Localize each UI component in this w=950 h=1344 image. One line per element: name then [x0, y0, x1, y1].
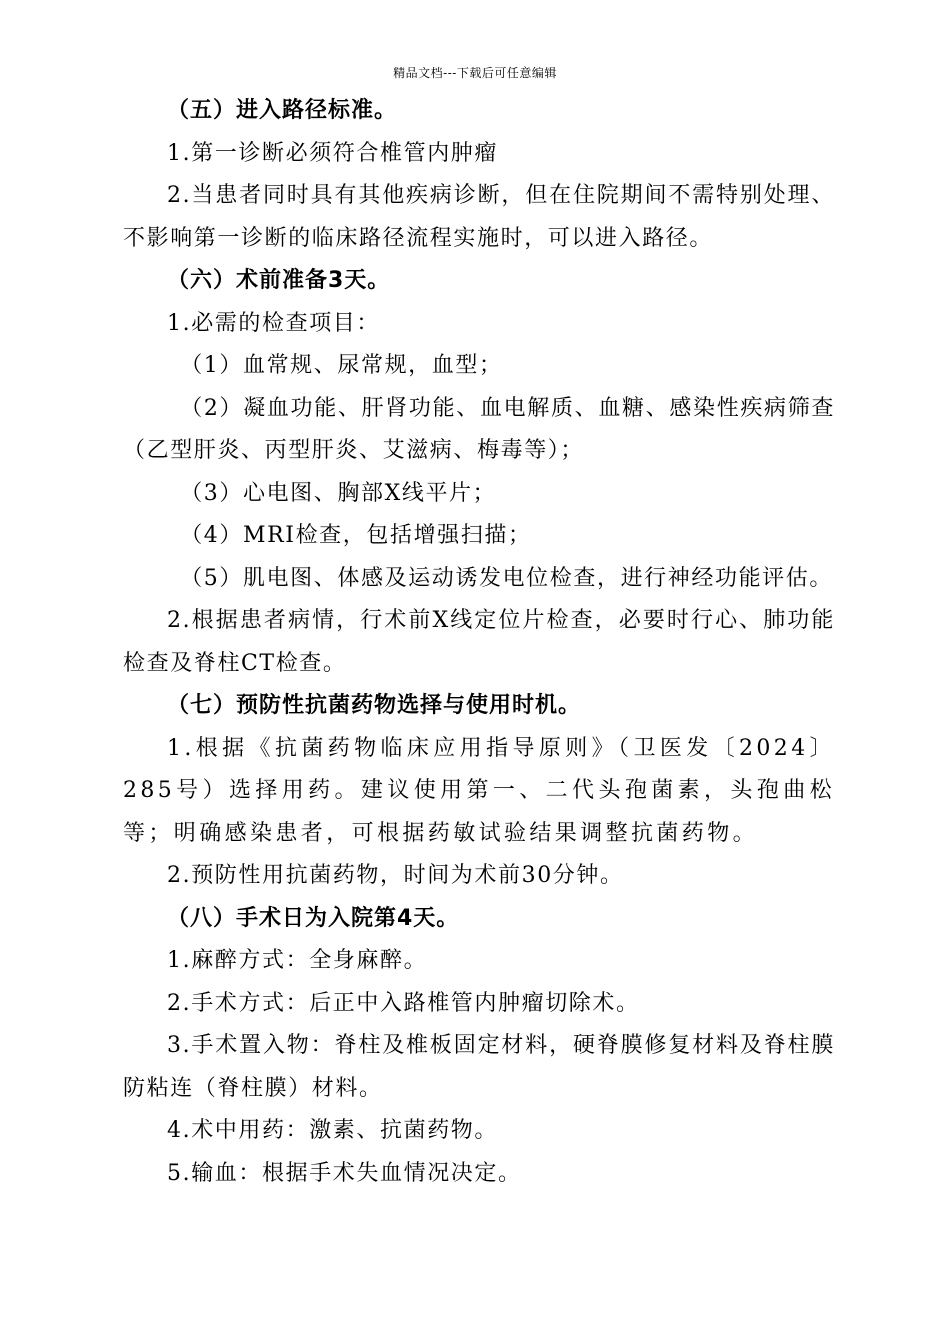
section-heading-6: （六）术前准备3天。: [167, 268, 391, 293]
paragraph: 2.根据患者病情，行术前X线定位片检查，必要时行心、肺功能检查及脊柱CT检查。: [123, 608, 835, 676]
document-body: [123, 90, 835, 1195]
page-header: 精品文档---下载后可任意编辑: [393, 66, 557, 80]
list-item: （2）凝血功能、肝肾功能、血电解质、血糖、感染性疾病筛查（乙型肝炎、丙型肝炎、艾滋病、梅毒等）；: [123, 395, 835, 463]
paragraph: 1.根据《抗菌药物临床应用指导原则》（卫医发〔2024〕285号）选择用药。建议使用第一、二代头孢菌素，头孢曲松等；明确感染患者，可根据药敏试验结果调整抗菌药物。: [123, 735, 835, 846]
section-heading-8: （八）手术日为入院第4天。: [167, 905, 460, 931]
paragraph: 2.预防性用抗菌药物，时间为术前30分钟。: [167, 863, 624, 888]
paragraph: 3.手术置入物：脊柱及椎板固定材料，硬脊膜修复材料及脊柱膜防粘连（脊柱膜）材料。: [123, 1033, 835, 1101]
paragraph: 1.第一诊断必须符合椎管内肿瘤: [167, 140, 498, 166]
list-item: （5）肌电图、体感及运动诱发电位检查，进行神经功能评估。: [180, 565, 833, 591]
list-item: （4）MRI检查，包括增强扫描；: [180, 523, 532, 548]
section-heading-5: （五）进入路径标准。: [167, 98, 398, 123]
paragraph: 5.输血：根据手术失血情况决定。: [167, 1160, 522, 1186]
paragraph: 1.必需的检查项目：: [167, 310, 380, 336]
paragraph: 1.麻醉方式：全身麻醉。: [167, 948, 428, 973]
paragraph: 2.当患者同时具有其他疾病诊断，但在住院期间不需特别处理、不影响第一诊断的临床路径流程实施时，可以进入路径。: [123, 183, 835, 251]
section-heading-7: （七）预防性抗菌药物选择与使用时机。: [167, 693, 582, 718]
list-item: （1）血常规、尿常规，血型；: [180, 353, 503, 378]
list-item: （3）心电图、胸部X线平片；: [180, 480, 497, 506]
paragraph: 4.术中用药：激素、抗菌药物。: [167, 1118, 498, 1143]
paragraph: 2.手术方式：后正中入路椎管内肿瘤切除术。: [167, 990, 640, 1016]
